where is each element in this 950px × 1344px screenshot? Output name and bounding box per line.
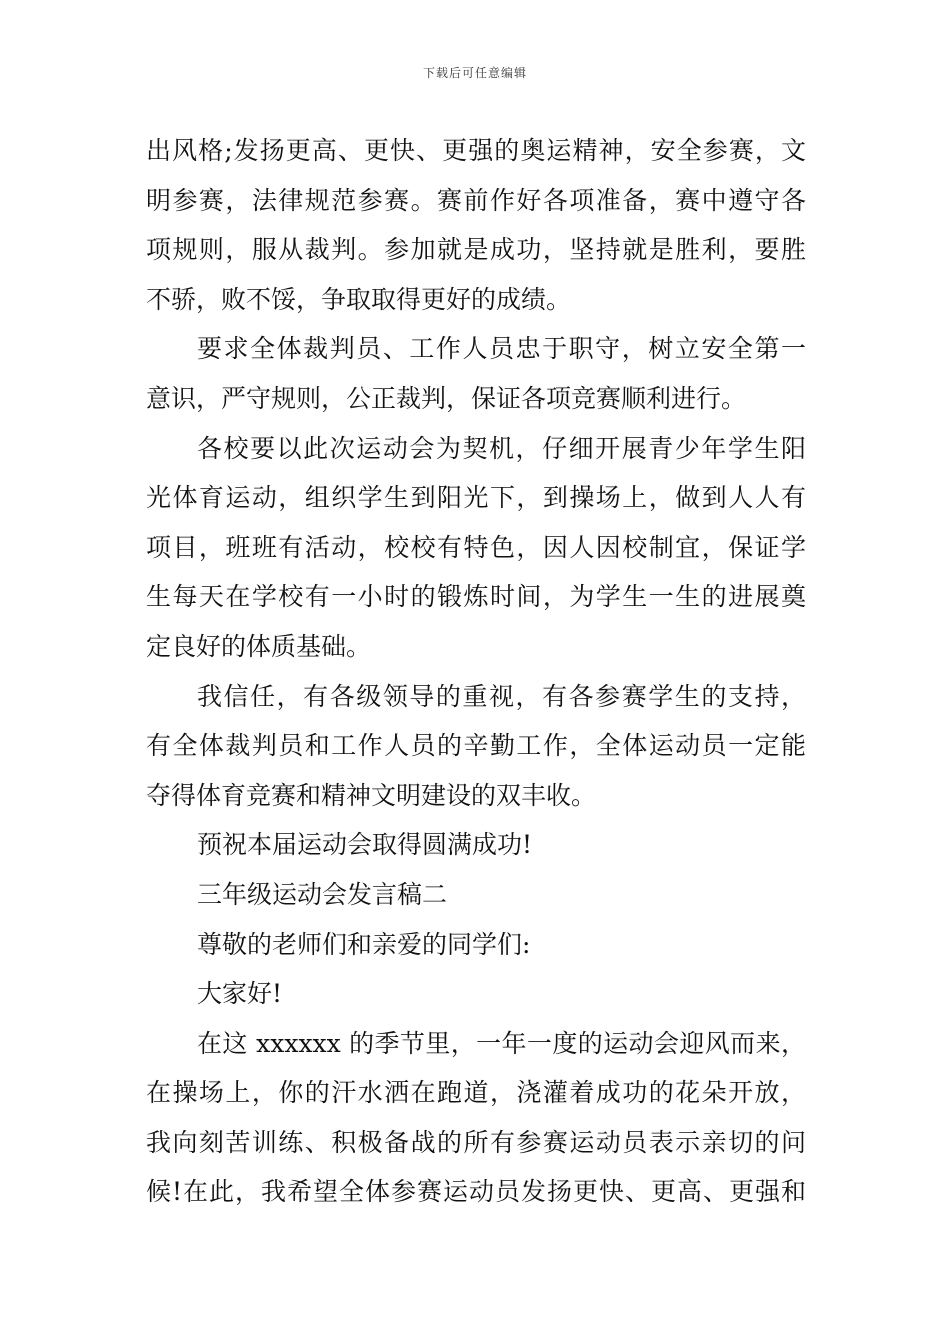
text-line-10: 生每天在学校有一小时的锻炼时间，为学生一生的进展奠 <box>146 582 806 612</box>
greeting-line: 大家好! <box>197 979 283 1009</box>
text-line-5: 要求全体裁判员、工作人员忠于职守，树立安全第一 <box>197 334 806 364</box>
text-line-11: 定良好的体质基础。 <box>146 631 372 661</box>
text-line-20: 在操场上，你的汗水洒在跑道，浇灌着成功的花朵开放， <box>146 1078 806 1108</box>
salutation-line: 尊敬的老师们和亲爱的同学们: <box>197 929 531 959</box>
page-header: 下载后可任意编辑 <box>422 66 527 80</box>
text-line-12: 我信任，有各级领导的重视，有各参赛学生的支持， <box>197 681 806 711</box>
text-line-8: 光体育运动，组织学生到阳光下，到操场上，做到人人有 <box>146 483 806 513</box>
text-line-9: 项目，班班有活动，校校有特色，因人因校制宜，保证学 <box>146 532 806 562</box>
text-line-1: 出风格;发扬更高、更快、更强的奥运精神，安全参赛，文 <box>146 136 806 165</box>
text-line-3: 项规则，服从裁判。参加就是成功，坚持就是胜利，要胜 <box>146 235 806 265</box>
text-line-6: 意识，严守规则，公正裁判，保证各项竞赛顺利进行。 <box>146 383 747 413</box>
text-line-22: 候!在此，我希望全体参赛运动员发扬更快、更高、更强和 <box>146 1177 806 1207</box>
text-line-21: 我向刻苦训练、积极备战的所有参赛运动员表示亲切的问 <box>146 1127 806 1157</box>
text-line-13: 有全体裁判员和工作人员的辛勤工作，全体运动员一定能 <box>146 731 806 761</box>
text-line-7: 各校要以此次运动会为契机，仔细开展青少年学生阳 <box>197 433 806 463</box>
text-line-2: 明参赛，法律规范参赛。赛前作好各项准备，赛中遵守各 <box>146 185 806 215</box>
document-body <box>146 126 806 1217</box>
section-heading: 三年级运动会发言稿二 <box>197 879 448 909</box>
text-line-14: 夺得体育竞赛和精神文明建设的双丰收。 <box>146 780 597 810</box>
text-line-15: 预祝本届运动会取得圆满成功! <box>197 830 533 860</box>
text-line-19: 在这 xxxxxx 的季节里，一年一度的运动会迎风而来， <box>197 1028 806 1058</box>
text-line-4: 不骄，败不馁，争取取得更好的成绩。 <box>146 284 572 314</box>
